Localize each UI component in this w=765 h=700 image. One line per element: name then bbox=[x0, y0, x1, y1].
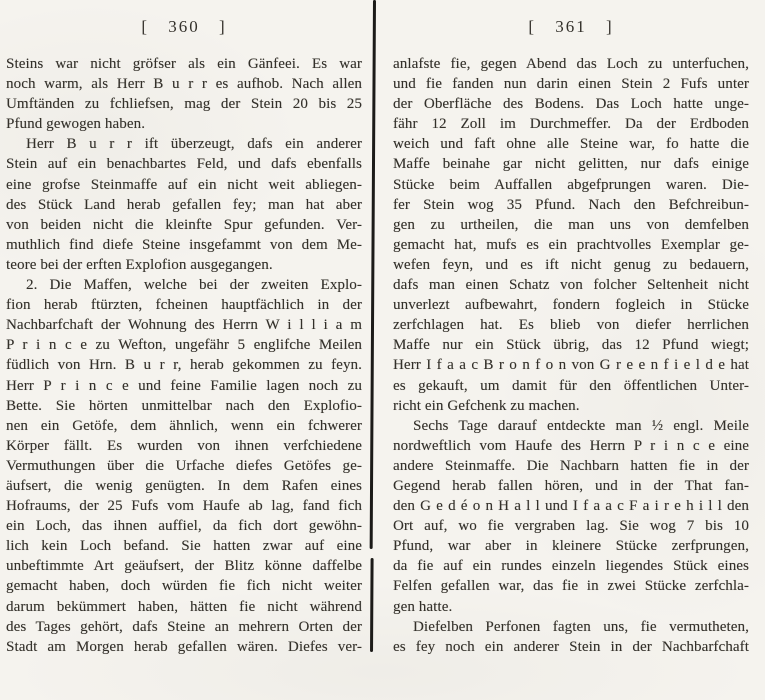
text-line: Vermuthungen über die Urfache diefes Getöfes ge- bbox=[6, 457, 362, 474]
text-line: gen hatte. bbox=[393, 598, 453, 615]
text-line: nen ein Getöfe, dem ähnlich, wenn ein fchwerer bbox=[6, 417, 362, 434]
text-line: noch warm, als Herr B u r r es aufhob. Nach allen bbox=[6, 76, 362, 93]
page-number-right: [ 361 ] bbox=[528, 17, 614, 36]
gutter-line-upper-segment bbox=[370, 0, 376, 549]
page-number-left: [ 360 ] bbox=[141, 17, 227, 36]
text-line: Maffe nur ein Stück übrig, das 12 Pfund wiegt; bbox=[393, 337, 749, 354]
text-line: richt ein Gefchenk zu machen. bbox=[393, 397, 580, 414]
text-line: von beiden nicht die kleinfte Spur gefunden. Ver- bbox=[6, 216, 362, 233]
page-gutter-line bbox=[369, 0, 378, 660]
text-line: fer Stein wog 35 Pfund. Nach den Befchreibun- bbox=[393, 196, 749, 213]
text-line: es gekauft, um damit für den öffentlichen Unter- bbox=[393, 377, 749, 394]
text-line: Bette. Sie hörten unmittelbar nach den Explofio- bbox=[6, 397, 362, 414]
text-line: gemacht hat, mufs es ein prachtvolles Exemplar ge- bbox=[393, 236, 749, 253]
text-line: unverlezt aufbewahrt, fondern fogleich in Stücke bbox=[393, 297, 749, 314]
text-column-left bbox=[6, 54, 362, 657]
text-line: unbeftimmte Art geäufsert, der Blitz könne daffelbe bbox=[6, 558, 362, 575]
text-line: Gegend herab fallen hören, und in der That fan- bbox=[393, 477, 749, 494]
text-line: anlafste fie, gegen Abend das Loch zu unterfuchen, bbox=[393, 56, 749, 72]
text-line: muthlich find diefe Steine insgefammt von dem Me- bbox=[6, 236, 362, 253]
text-line: gemacht haben, doch würden fie fich nicht weiter bbox=[6, 578, 362, 595]
text-line: gen zu urtheilen, die man uns von demfelben bbox=[393, 216, 749, 233]
text-line: Herr P r i n c e und feine Familie lagen noch zu bbox=[6, 377, 362, 394]
text-line: Stücke beim Auffallen abgefprungen waren. Die- bbox=[393, 176, 749, 193]
gutter-line-lower-segment bbox=[370, 558, 374, 652]
text-line: Diefelben Perfonen fagten uns, fie vermutheten, bbox=[413, 618, 749, 635]
text-line: lich kein Loch befand. Sie hatten zwar auf eine bbox=[6, 538, 362, 555]
text-line: des Stück Land herab gefallen fey; man hat aber bbox=[6, 196, 362, 213]
text-line: nordweftlich vom Haufe des Herrn P r i n c e eine bbox=[393, 437, 749, 454]
text-line: Stein auf ein benachbartes Feld, und dafs ebenfalls bbox=[6, 156, 362, 173]
text-line: dafs man einen Schatz von folcher Seltenheit nicht bbox=[393, 277, 749, 294]
text-line: füdlich von Hrn. B u r r, herab gekommen zu feyn. bbox=[6, 357, 362, 374]
text-line: Sechs Tage darauf entdeckte man ½ engl. Meile bbox=[413, 417, 749, 434]
text-line: den G e d é o n H a l l und I f a a c F a i r e h i l l den bbox=[393, 498, 749, 515]
text-line: Hofraums, der 25 Fufs vom Haufe ab lag, fand fich bbox=[6, 498, 362, 515]
text-line: Pfund gewogen haben. bbox=[6, 116, 146, 133]
text-line: darum bekümmert haben, hätten fie nicht während bbox=[6, 598, 362, 615]
text-line: und fie fanden nun darin einen Stein 2 Fufs unter bbox=[393, 76, 749, 93]
text-line: Pfund, war aber in kleinere Stücke zerfprungen, bbox=[393, 538, 749, 555]
text-line: des Tages gehört, dafs Steine an mehrern Orten der bbox=[6, 618, 362, 635]
text-line: P r i n c e zu Wefton, ungefähr 5 englifche Meilen bbox=[6, 337, 362, 354]
text-column-right bbox=[393, 54, 749, 657]
text-line: ein Loch, das ihnen auffiel, da fich dort gewöhn- bbox=[6, 518, 362, 535]
text-line: weich und faft ohne alle Steine war, fo hatte die bbox=[393, 136, 749, 153]
text-line: Nachbarfchaft der Wohnung des Herrn W i l l i a m bbox=[6, 317, 362, 334]
text-line: zerfchlagen hat. Es blieb von diefer herrlichen bbox=[393, 317, 749, 334]
text-line: eine grofse Steinmaffe auf ein nicht weit abliegen- bbox=[6, 176, 362, 193]
text-line: Herr B u r r ift überzeugt, dafs ein anderer bbox=[26, 136, 362, 153]
text-line: fion herab ftürzten, fcheinen hauptfächlich in der bbox=[6, 297, 362, 314]
text-line: es fey noch ein anderer Stein in der Nachbarfchaft bbox=[393, 638, 749, 655]
text-line: äufsert, die wenig genügten. In dem Rafen eines bbox=[6, 477, 362, 494]
text-line: Stadt am Morgen herab gefallen wären. Diefes ver- bbox=[6, 638, 362, 655]
text-line: Herr I f a a c B r o n f o n von G r e e n f i e l d e hat bbox=[393, 357, 749, 374]
text-line: da fie auf ein rundes einzeln liegendes Stück eines bbox=[393, 558, 749, 575]
text-line: Ort auf, wo fie vergraben lag. Sie wog 7 bis 10 bbox=[393, 518, 749, 535]
text-line: 2. Die Maffen, welche bei der zweiten Explo- bbox=[26, 277, 362, 294]
text-line: Umftänden zu fchliefsen, mag der Stein 20 bis 25 bbox=[6, 96, 362, 113]
text-line: Maffe beinahe gar nicht gelitten, nur dafs einige bbox=[393, 156, 749, 173]
text-line: andere Steinmaffe. Die Nachbarn hatten fie in der bbox=[393, 457, 749, 474]
text-line: fähr 12 Zoll im Durchmeffer. Da der Erdboden bbox=[393, 116, 749, 133]
text-line: Körper fällt. Es wurden von ihnen verfchiedene bbox=[6, 437, 362, 454]
text-line: wefen feyn, und es ift nicht genug zu bedauern, bbox=[393, 256, 749, 273]
text-line: Steins war nicht gröfser als ein Gänfeei. Es war bbox=[6, 56, 362, 72]
text-line: teore bei der erften Explofion ausgegangen. bbox=[6, 256, 273, 273]
text-line: der Oberfläche des Bodens. Das Loch hatte unge- bbox=[393, 96, 749, 113]
page-360 bbox=[6, 0, 362, 657]
text-line: Felfen gefallen war, das fie in zwei Stücke zerfchla- bbox=[393, 578, 749, 595]
page-361 bbox=[393, 0, 749, 657]
